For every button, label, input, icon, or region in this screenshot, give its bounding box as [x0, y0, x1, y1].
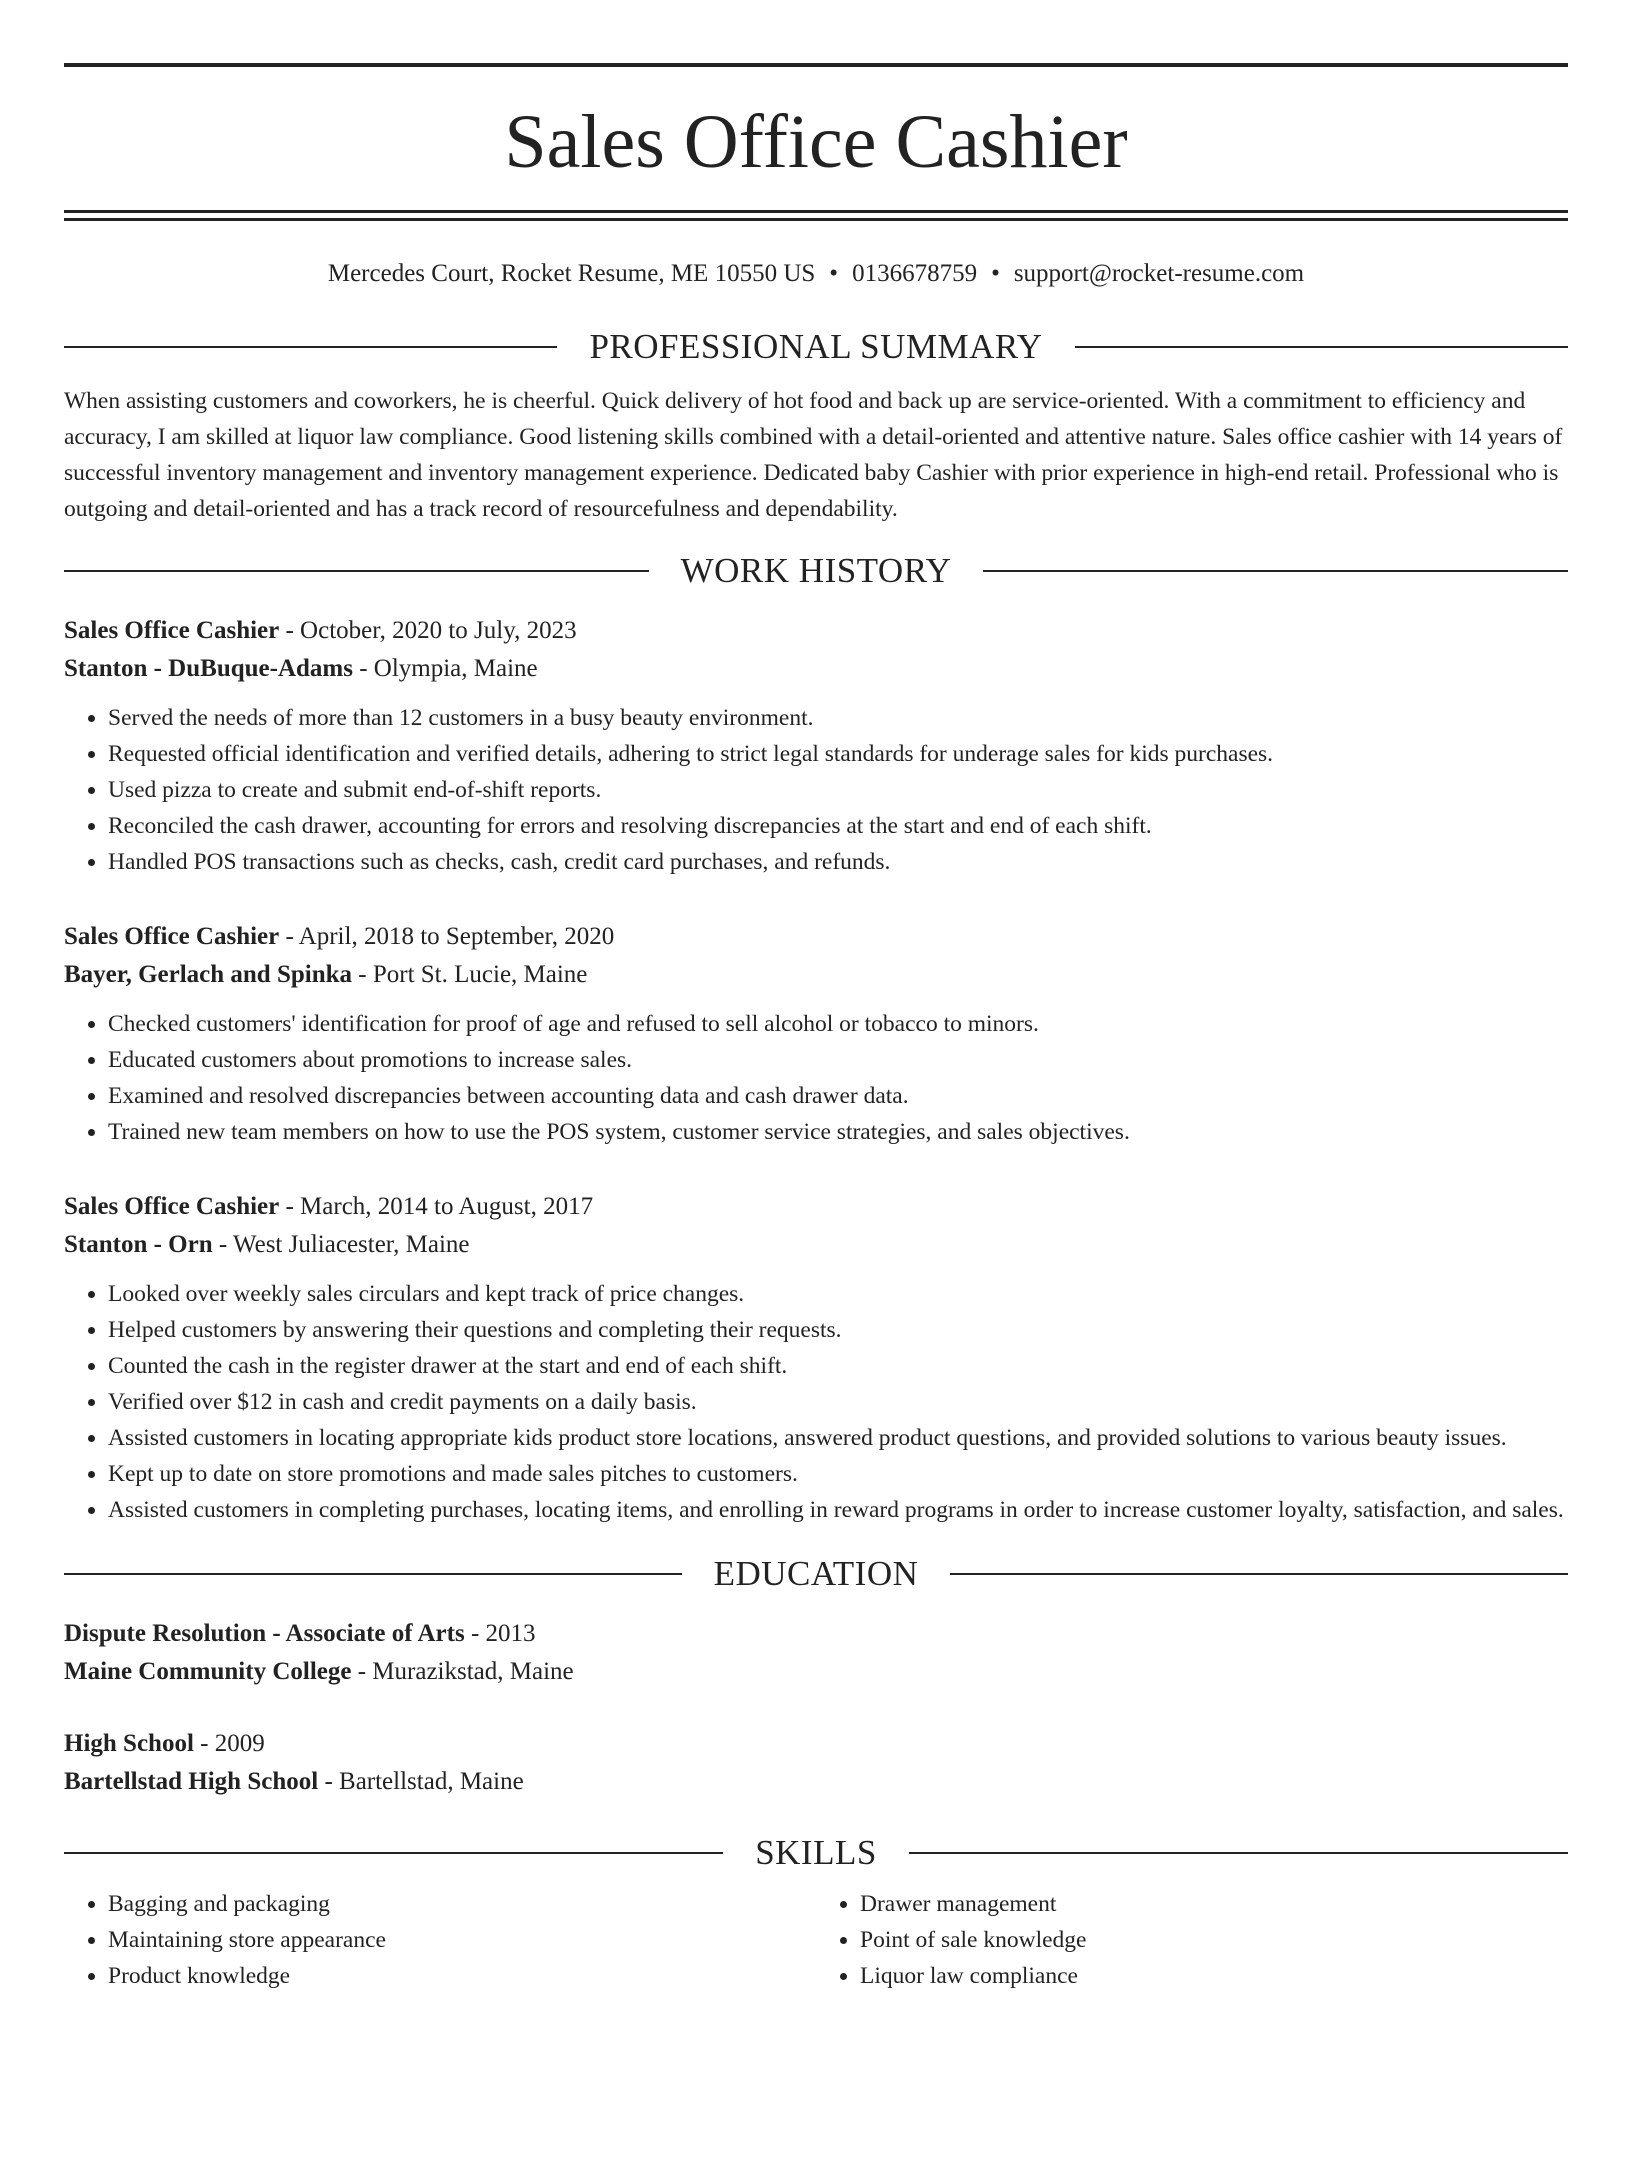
job-title-line: [64, 918, 1568, 956]
job-employer-line: [64, 650, 1568, 688]
contact-phone: 0136678759: [852, 260, 978, 287]
job-role: Sales Office Cashier: [64, 923, 280, 950]
job-bullet: • Examined and resolved discrepancies between accounting data and cash drawer data.: [108, 1078, 1568, 1114]
job-role: Sales Office Cashier: [64, 1193, 280, 1220]
education-degree: Dispute Resolution - Associate of Arts: [64, 1620, 465, 1647]
skills-list: [64, 1886, 1568, 1994]
section-title: WORK HISTORY: [680, 551, 952, 590]
job-title-line: [64, 612, 1568, 650]
job-bullets: [64, 1006, 1568, 1150]
contact-line: [64, 259, 1568, 289]
job-entry: [64, 918, 1568, 1150]
education-school: Maine Community College: [64, 1658, 352, 1685]
education-school: Bartellstad High School: [64, 1768, 319, 1795]
job-bullet: • Served the needs of more than 12 customers in a busy beauty environment.: [108, 700, 1568, 736]
heading-rule: [909, 1852, 1568, 1854]
job-employer-line: [64, 1226, 1568, 1264]
job-bullet: • Verified over $12 in cash and credit payments on a daily basis.: [108, 1384, 1568, 1420]
summary-text: When assisting customers and coworkers, he is cheerful. Quick delivery of hot food and back up are service-oriented. With a commitment to efficiency and accuracy, I am skilled at liquor law compliance. Good listening skills combined with a detail-oriented and attentive nature. Sales office cashier with 14 years of successful inventory management and inventory management experience. Dedicated baby Cashier with prior experience in high-end retail. Professional who is outgoing and detail-oriented and has a track record of resourcefulness and dependability.: [64, 388, 1563, 522]
job-employer: Stanton - DuBuque-Adams: [64, 655, 353, 682]
job-bullet: • Requested official identification and verified details, adhering to strict legal standards for underage sales for kids purchases.: [108, 736, 1568, 772]
skill-item: • Drawer management: [860, 1886, 1568, 1922]
skills-column-right: [816, 1886, 1568, 1994]
heading-rule: [64, 346, 557, 348]
education-entry: [64, 1615, 1568, 1691]
job-bullet: • Reconciled the cash drawer, accounting for errors and resolving discrepancies at the start and end of each shift.: [108, 808, 1568, 844]
education-school-line: [64, 1653, 1568, 1691]
job-location: - Port St. Lucie, Maine: [352, 961, 588, 988]
education-location: - Bartellstad, Maine: [318, 1768, 524, 1795]
contact-email: support@rocket-resume.com: [1013, 260, 1305, 287]
heading-rule: [64, 570, 649, 572]
job-employer: Stanton - Orn: [64, 1231, 213, 1258]
heading-rule: [983, 570, 1568, 572]
education-heading: [64, 1556, 1568, 1591]
job-bullet: • Checked customers' identification for proof of age and refused to sell alcohol or tobacco to minors.: [108, 1006, 1568, 1042]
job-bullet: • Educated customers about promotions to increase sales.: [108, 1042, 1568, 1078]
work-history-heading: [64, 553, 1568, 588]
contact-address: Mercedes Court, Rocket Resume, ME 10550 US: [327, 260, 816, 287]
skills-heading: [64, 1835, 1568, 1870]
skills-column-left: [64, 1886, 816, 1994]
section-title: PROFESSIONAL SUMMARY: [589, 327, 1043, 366]
job-bullet: • Assisted customers in locating appropriate kids product store locations, answered product questions, and provided solutions to various beauty issues.: [108, 1420, 1568, 1456]
top-rule: [64, 63, 1568, 67]
job-bullets: [64, 700, 1568, 880]
job-entry: [64, 612, 1568, 880]
summary-heading: [64, 329, 1568, 364]
job-dates: - March, 2014 to August, 2017: [279, 1193, 594, 1220]
skill-item: • Bagging and packaging: [108, 1886, 816, 1922]
job-employer: Bayer, Gerlach and Spinka: [64, 961, 353, 988]
skill-item: • Liquor law compliance: [860, 1958, 1568, 1994]
job-bullet: • Handled POS transactions such as checks, cash, credit card purchases, and refunds.: [108, 844, 1568, 880]
education-degree-line: [64, 1725, 1568, 1763]
resume-page: [0, 63, 1632, 2175]
job-dates: - April, 2018 to September, 2020: [279, 923, 615, 950]
job-bullet: • Kept up to date on store promotions and made sales pitches to customers.: [108, 1456, 1568, 1492]
education-location: - Murazikstad, Maine: [351, 1658, 574, 1685]
job-role: Sales Office Cashier: [64, 617, 280, 644]
heading-rule: [1075, 346, 1568, 348]
heading-rule: [950, 1573, 1568, 1575]
job-bullet: • Helped customers by answering their questions and completing their requests.: [108, 1312, 1568, 1348]
job-bullet: • Assisted customers in completing purchases, locating items, and enrolling in reward programs in order to increase customer loyalty, satisfaction, and sales.: [108, 1492, 1568, 1528]
education-school-line: [64, 1763, 1568, 1801]
job-employer-line: [64, 956, 1568, 994]
heading-rule: [64, 1573, 682, 1575]
job-bullet: • Looked over weekly sales circulars and kept track of price changes.: [108, 1276, 1568, 1312]
resume-name: Sales Office Cashier: [504, 100, 1128, 184]
job-location: - West Juliacester, Maine: [212, 1231, 470, 1258]
double-rule: [64, 210, 1568, 221]
heading-rule: [64, 1852, 723, 1854]
job-location: - Olympia, Maine: [352, 655, 538, 682]
skill-item: • Product knowledge: [108, 1958, 816, 1994]
job-title-line: [64, 1188, 1568, 1226]
contact-separator: •: [991, 260, 1000, 287]
education-year: - 2009: [193, 1730, 265, 1757]
education-entry: [64, 1725, 1568, 1801]
job-entry: [64, 1188, 1568, 1528]
job-bullet: • Counted the cash in the register drawer at the start and end of each shift.: [108, 1348, 1568, 1384]
job-bullets: [64, 1276, 1568, 1528]
skill-item: • Maintaining store appearance: [108, 1922, 816, 1958]
contact-separator: •: [829, 260, 839, 287]
education-year: - 2013: [464, 1620, 536, 1647]
skill-item: • Point of sale knowledge: [860, 1922, 1568, 1958]
section-title: SKILLS: [755, 1833, 877, 1872]
job-bullet: • Trained new team members on how to use the POS system, customer service strategies, and sales objectives.: [108, 1114, 1568, 1150]
education-degree: High School: [64, 1730, 194, 1757]
section-title: EDUCATION: [713, 1554, 919, 1593]
job-dates: - October, 2020 to July, 2023: [279, 617, 577, 644]
job-bullet: • Used pizza to create and submit end-of-shift reports.: [108, 772, 1568, 808]
education-degree-line: [64, 1615, 1568, 1653]
